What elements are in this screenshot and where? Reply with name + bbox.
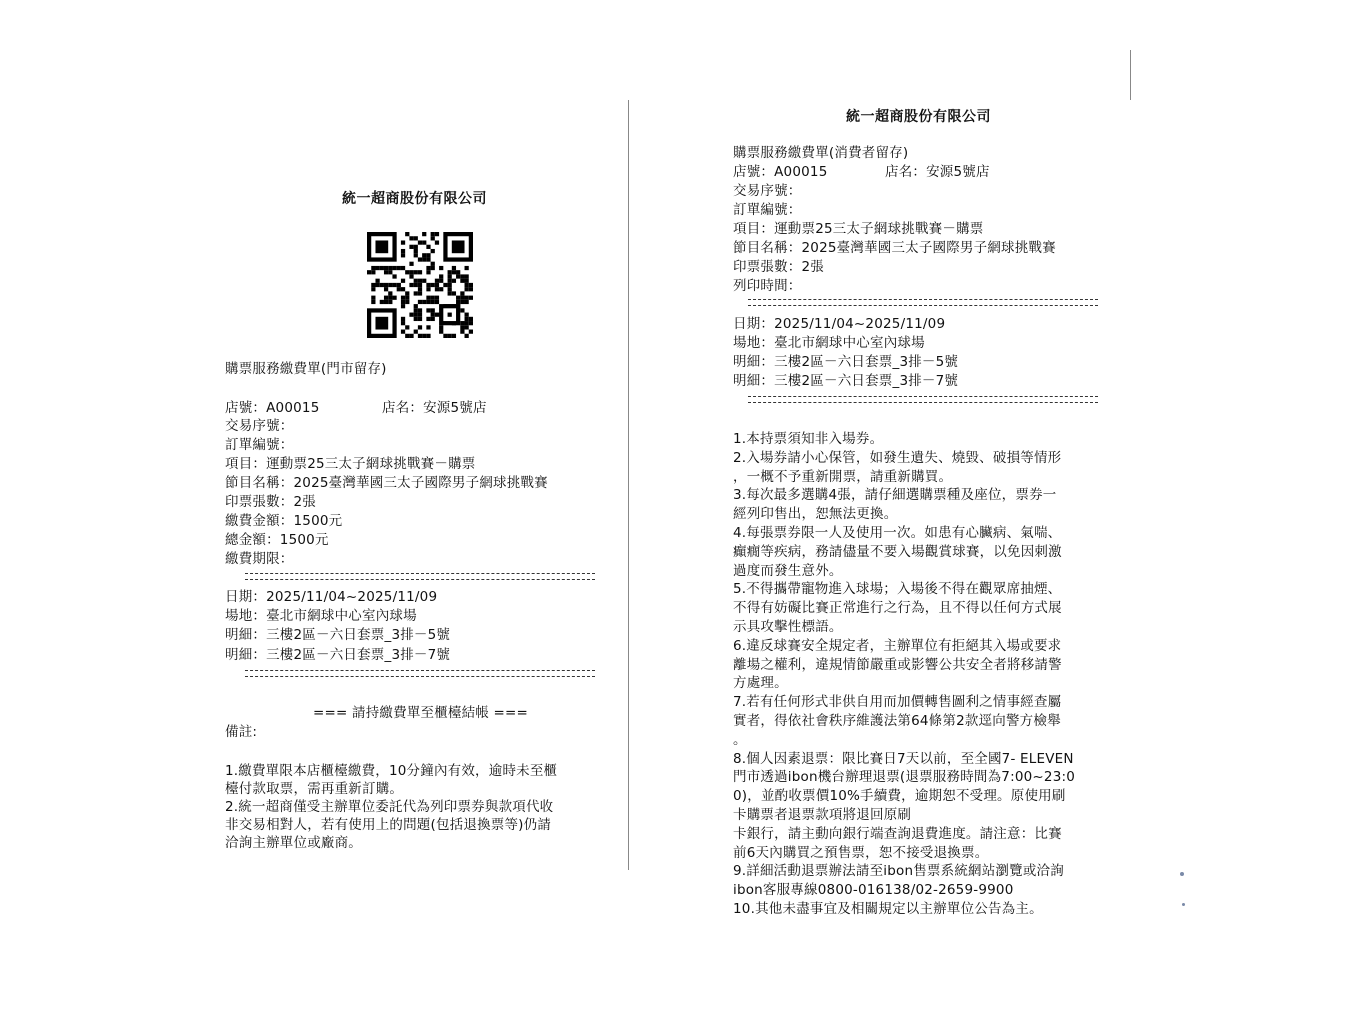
rule-line: 經列印售出，恕無法更換。 [733,506,898,523]
print-time: 列印時間： [733,278,802,294]
rule-line: 2.入場券請小心保管，如發生遺失、燒毀、破損等情形 [733,449,1062,466]
event-date: 日期：2025/11/04~2025/11/09 [225,589,438,605]
form-title: 購票服務繳費單(消費者留存) [733,145,909,161]
rule-line: 6.違反球賽安全規定者，主辦單位有拒絕其入場或要求 [733,637,1062,654]
scan-speck [1182,903,1185,906]
rule-line: 不得有妨礙比賽正常進行之行為，且不得以任何方式展 [733,600,1062,617]
rule-line: ibon客服專線0800-016138/02-2659-9900 [733,882,1014,899]
program-name: 節目名稱：2025臺灣華國三太子國際男子網球挑戰賽 [733,240,1056,256]
qr-code [367,232,473,338]
venue: 場地：臺北市網球中心室內球場 [225,608,417,624]
rule-line: 1.本持票須知非入場券。 [733,431,884,447]
scan-speck [1180,872,1184,876]
left-receipt-store-copy [225,180,625,870]
payment-deadline: 繳費期限： [225,551,294,567]
note-line: 非交易相對人，若有使用上的問題(包括退換票等)仍請 [225,817,552,833]
ticket-rules [733,430,1133,930]
program-name: 節目名稱：2025臺灣華國三太子國際男子網球挑戰賽 [225,475,548,491]
note-line: 檯付款取票，需再重新訂購。 [225,781,404,797]
item-line: 項目：運動票25三太子網球挑戰賽－購票 [225,456,476,472]
rule-line: 卡購票者退票款項將退回原刷 [733,807,912,823]
store-name: 店名：安源5號店 [382,400,487,416]
seat-detail: 明細：三樓2區－六日套票_3排－7號 [733,373,959,389]
event-date: 日期：2025/11/04~2025/11/09 [733,316,946,332]
note-line: 洽詢主辦單位或廠商。 [225,835,362,851]
rule-line: 10.其他未盡事宜及相關規定以主辦單位公告為主。 [733,901,1043,917]
payment-amount: 繳費金額：1500元 [225,513,343,529]
rule-line: 門市透過ibon機台辦理退票(退票服務時間為7:00~23:0 [733,769,1076,786]
company-name: 統一超商股份有限公司 [846,109,991,125]
rule-line: 實者，得依社會秩序維護法第64條第2款逕向警方檢舉 [733,713,1061,729]
seat-detail: 明細：三樓2區－六日套票_3排－7號 [225,647,451,663]
rule-line: 3.每次最多選購4張，請仔細選購票種及座位，票券一 [733,487,1057,504]
remarks-label: 備註: [225,724,258,740]
transaction-number: 交易序號： [225,418,294,434]
rule-line: 4.每張票券限一人及使用一次。如患有心臟病、氣喘、 [733,525,1062,541]
counter-instruction: === 請持繳費單至櫃檯結帳 === [313,705,529,721]
store-number: 店號：A00015 [225,400,320,416]
ticket-count: 印票張數：2張 [225,494,316,510]
left-receipt-edge [628,100,629,870]
order-number: 訂單編號： [733,202,802,218]
rule-line: 0)，並酌收票價10%手續費，逾期恕不受理。原使用刷 [733,788,1066,805]
note-line: 2.統一超商僅受主辦單位委託代為列印票券與款項代收 [225,799,554,815]
separator [245,573,595,580]
form-title: 購票服務繳費單(門市留存) [225,361,387,377]
rule-line: 9.詳細活動退票辦法請至ibon售票系統網站瀏覽或洽詢 [733,863,1064,880]
right-receipt-customer-copy [733,100,1133,940]
store-number: 店號：A00015 [733,164,828,180]
transaction-number: 交易序號： [733,183,802,199]
store-name: 店名：安源5號店 [885,164,990,180]
rule-line: 7.若有任何形式非供自用而加價轉售圖利之情事經查屬 [733,694,1062,711]
company-name: 統一超商股份有限公司 [342,191,487,207]
rule-line: 癲癇等疾病，務請儘量不要入場觀賞球賽，以免因刺激 [733,543,1062,560]
separator [748,299,1098,306]
rule-line: 方處理。 [733,675,788,692]
seat-detail: 明細：三樓2區－六日套票_3排－5號 [225,627,451,643]
rule-line: 示具攻擊性標語。 [733,619,843,635]
order-number: 訂單編號： [225,437,294,453]
rule-line: 離場之權利，違規情節嚴重或影響公共安全者將移請警 [733,656,1062,673]
separator [748,396,1098,403]
rule-line: ，一概不予重新開票，請重新購買。 [733,468,953,485]
rule-line: 。 [733,731,747,748]
note-line: 1.繳費單限本店櫃檯繳費，10分鐘內有效，逾時未至櫃 [225,763,558,779]
seat-detail: 明細：三樓2區－六日套票_3排－5號 [733,354,959,370]
ticket-count: 印票張數：2張 [733,259,824,275]
rule-line: 過度而發生意外。 [733,562,843,579]
rule-line: 前6天內購買之預售票，恕不接受退換票。 [733,844,989,861]
rule-line: 5.不得攜帶寵物進入球場；入場後不得在觀眾席抽煙、 [733,581,1062,598]
rule-line: 8.個人因素退票：限比賽日7天以前，至全國7- ELEVEN [733,750,1074,767]
separator [245,670,595,677]
rule-line: 卡銀行，請主動向銀行端查詢退費進度。請注意：比賽 [733,825,1062,842]
total-amount: 總金額：1500元 [225,532,329,548]
item-line: 項目：運動票25三太子網球挑戰賽－購票 [733,221,984,237]
venue: 場地：臺北市網球中心室內球場 [733,335,925,351]
